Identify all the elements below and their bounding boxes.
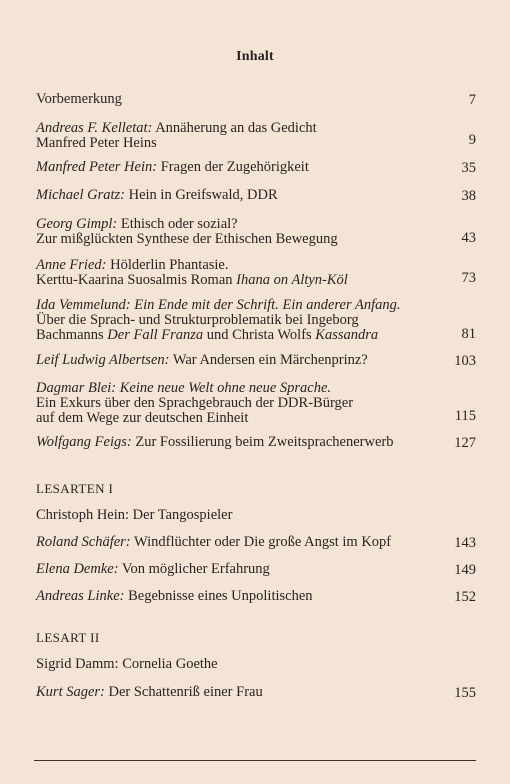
toc-entry xyxy=(36,121,476,151)
entry-title: Von möglicher Erfahrung xyxy=(118,561,270,577)
toc-entry xyxy=(36,508,476,523)
entry-title: Zur Fossilierung beim Zweitsprachenerwerb xyxy=(131,434,394,450)
toc-entry xyxy=(36,657,476,672)
page-number: 155 xyxy=(454,685,476,701)
entry-title-continued: Zur mißglückten Synthese der Ethischen Bewegung xyxy=(36,231,338,247)
footer-rule xyxy=(34,760,476,761)
entry-title-continued: Über die Sprach- und Strukturproblematik bei Ingeborg xyxy=(36,312,359,328)
page-number: 127 xyxy=(454,435,476,451)
toc-entry xyxy=(36,435,476,450)
entry-title: Begebnisse eines Unpolitischen xyxy=(124,588,313,604)
entry-author: Roland Schäfer: xyxy=(36,534,131,550)
entry-author: Andreas F. Kelletat: xyxy=(36,120,153,136)
entry-author: Anne Fried: xyxy=(36,257,107,273)
entry-title-continued: Kerttu-Kaarina Suosalmis Roman xyxy=(36,272,237,288)
toc-entry xyxy=(36,92,476,107)
entry-title: Christoph Hein: Der Tangospieler xyxy=(36,507,233,523)
entry-title: Windflüchter oder Die große Angst im Kopf xyxy=(130,534,392,550)
entry-title-continued: auf dem Wege zur deutschen Einheit xyxy=(36,410,249,426)
entry-title-continued: und Christa Wolfs xyxy=(203,327,316,343)
toc-entry xyxy=(36,258,476,288)
entry-author: Michael Gratz: xyxy=(36,187,125,203)
entry-title: Der Schattenriß einer Frau xyxy=(104,684,263,700)
toc-entry xyxy=(36,217,476,247)
entry-title: Hein in Greifswald, DDR xyxy=(125,187,278,203)
page-title: Inhalt xyxy=(236,49,274,64)
work-title: Ihana on Altyn-Köl xyxy=(236,272,348,288)
page-number: 9 xyxy=(468,132,476,148)
entry-author: Dagmar Blei: xyxy=(36,380,117,396)
entry-title-continued: Ein Exkurs über den Sprachgebrauch der DDR-Bürger xyxy=(36,395,354,411)
entry-title: War Andersen ein Märchenprinz? xyxy=(169,352,368,368)
page-number: 38 xyxy=(461,188,476,204)
page-number: 143 xyxy=(454,535,476,551)
page-number: 73 xyxy=(461,270,476,286)
entry-author: Wolfgang Feigs: xyxy=(36,434,132,450)
entry-title: Ethisch oder sozial? xyxy=(117,216,238,232)
toc-entry xyxy=(36,535,476,550)
entry-author: Elena Demke: xyxy=(36,561,119,577)
page-number: 43 xyxy=(461,230,476,246)
toc-entry xyxy=(36,298,476,343)
toc-entry xyxy=(36,562,476,577)
page-number: 81 xyxy=(461,326,476,342)
entry-title-continued: Manfred Peter Heins xyxy=(36,135,157,151)
work-title: Kassandra xyxy=(315,327,379,343)
entry-author: Ida Vemmelund: xyxy=(36,297,131,313)
entry-author: Georg Gimpl: xyxy=(36,216,118,232)
page-number: 149 xyxy=(454,562,476,578)
page-number: 103 xyxy=(454,353,476,369)
entry-author: Leif Ludwig Albertsen: xyxy=(36,352,170,368)
toc-entry xyxy=(36,188,476,203)
entry-title: Ein Ende mit der Schrift. Ein anderer Anfang. xyxy=(130,297,401,313)
section-heading: LESARTEN I xyxy=(36,481,114,496)
work-title: Der Fall Franza xyxy=(107,327,204,343)
toc-entry xyxy=(36,353,476,368)
entry-title: Vorbemerkung xyxy=(36,91,122,107)
entry-title: Annäherung an das Gedicht xyxy=(152,120,317,136)
toc-entry xyxy=(36,685,476,700)
entry-author: Kurt Sager: xyxy=(36,684,105,700)
toc-entry xyxy=(36,589,476,604)
page-number: 7 xyxy=(468,92,476,108)
entry-title: Hölderlin Phantasie. xyxy=(106,257,229,273)
section-heading: LESART II xyxy=(36,630,100,645)
entry-title: Sigrid Damm: Cornelia Goethe xyxy=(36,656,218,672)
entry-title: Fragen der Zugehörigkeit xyxy=(157,159,309,175)
entry-author: Manfred Peter Hein: xyxy=(36,159,158,175)
page-number: 115 xyxy=(454,408,476,424)
toc-entry xyxy=(36,381,476,426)
entry-title-continued: Bachmanns xyxy=(36,327,108,343)
toc-entry xyxy=(36,160,476,175)
entry-title: Keine neue Welt ohne neue Sprache. xyxy=(116,380,332,396)
page-number: 35 xyxy=(461,160,476,176)
entry-author: Andreas Linke: xyxy=(36,588,125,604)
page-number: 152 xyxy=(454,589,476,605)
